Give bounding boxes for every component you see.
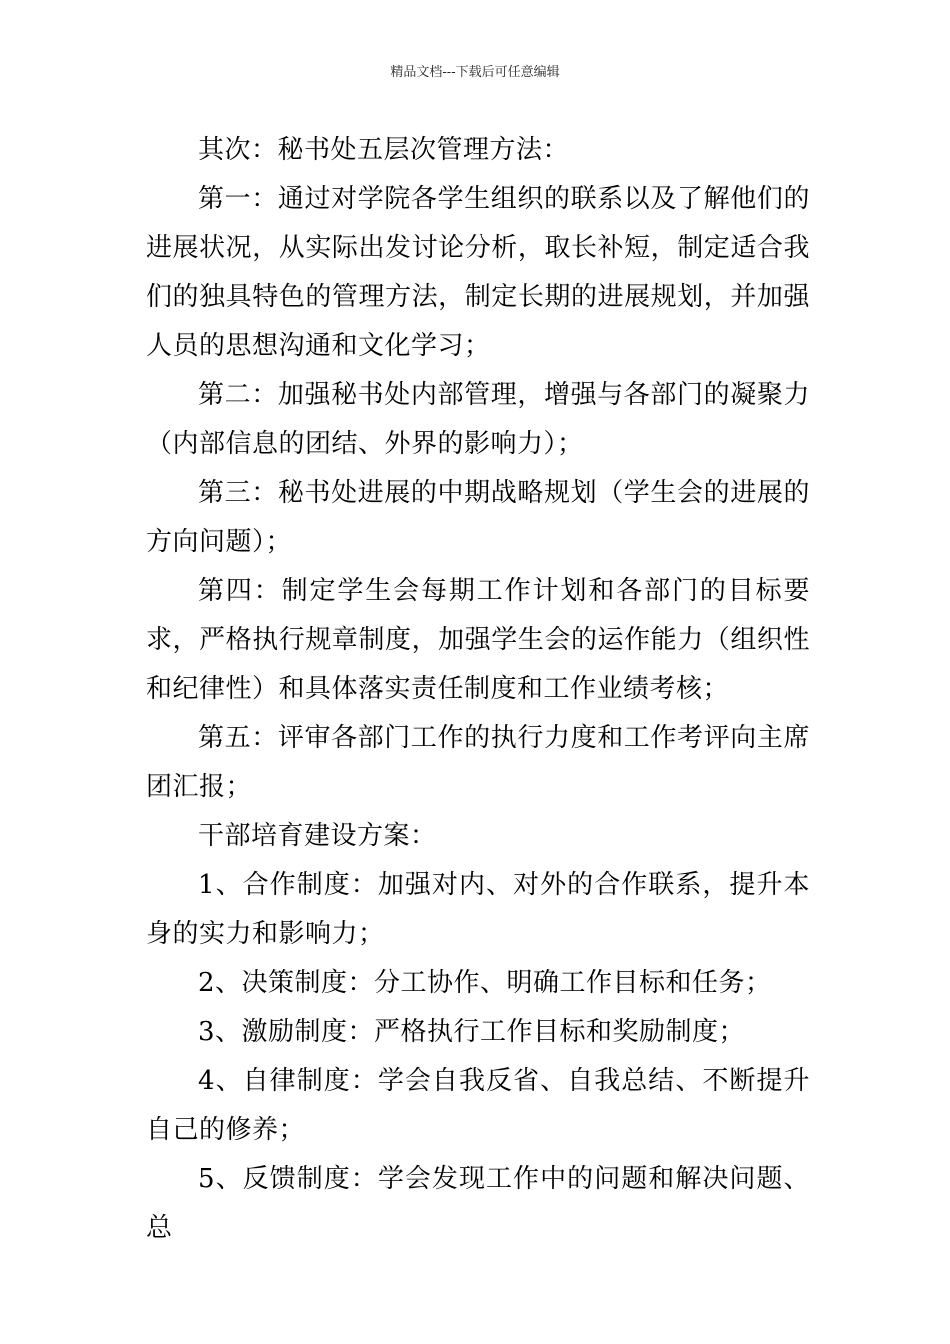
list-item-incentive: 3、激励制度：严格执行工作目标和奖励制度； [198,1017,746,1047]
paragraph-intro: 其次：秘书处五层次管理方法： [198,135,570,165]
page-header: 精品文档---下载后可任意编辑 [390,65,560,80]
document-body [146,126,810,1253]
list-item-decision: 2、决策制度：分工协作、明确工作目标和任务； [198,968,772,998]
list-item-cooperation: 1、合作制度：加强对内、对外的合作联系，提升本身的实力和影响力； [146,870,810,949]
paragraph-fourth: 第四：制定学生会每期工作计划和各部门的目标要求，严格执行规章制度，加强学生会的运作能力（组织性和纪律性）和具体落实责任制度和工作业绩考核； [146,576,810,704]
paragraph-fifth: 第五：评审各部门工作的执行力度和工作考评向主席团汇报； [146,723,810,802]
list-item-feedback: 5、反馈制度：学会发现工作中的问题和解决问题、总 [146,1164,810,1243]
paragraph-third: 第三：秘书处进展的中期战略规划（学生会的进展的方向问题）； [146,478,810,557]
section-heading-cadre: 干部培育建设方案： [198,821,437,851]
paragraph-second: 第二：加强秘书处内部管理，增强与各部门的凝聚力（内部信息的团结、外界的影响力）； [146,380,810,459]
paragraph-first: 第一：通过对学院各学生组织的联系以及了解他们的进展状况，从实际出发讨论分析，取长补短，制定适合我们的独具特色的管理方法，制定长期的进展规划，并加强人员的思想沟通和文化学习； [146,184,810,361]
list-item-self-discipline: 4、自律制度：学会自我反省、自我总结、不断提升自己的修养； [146,1066,810,1145]
